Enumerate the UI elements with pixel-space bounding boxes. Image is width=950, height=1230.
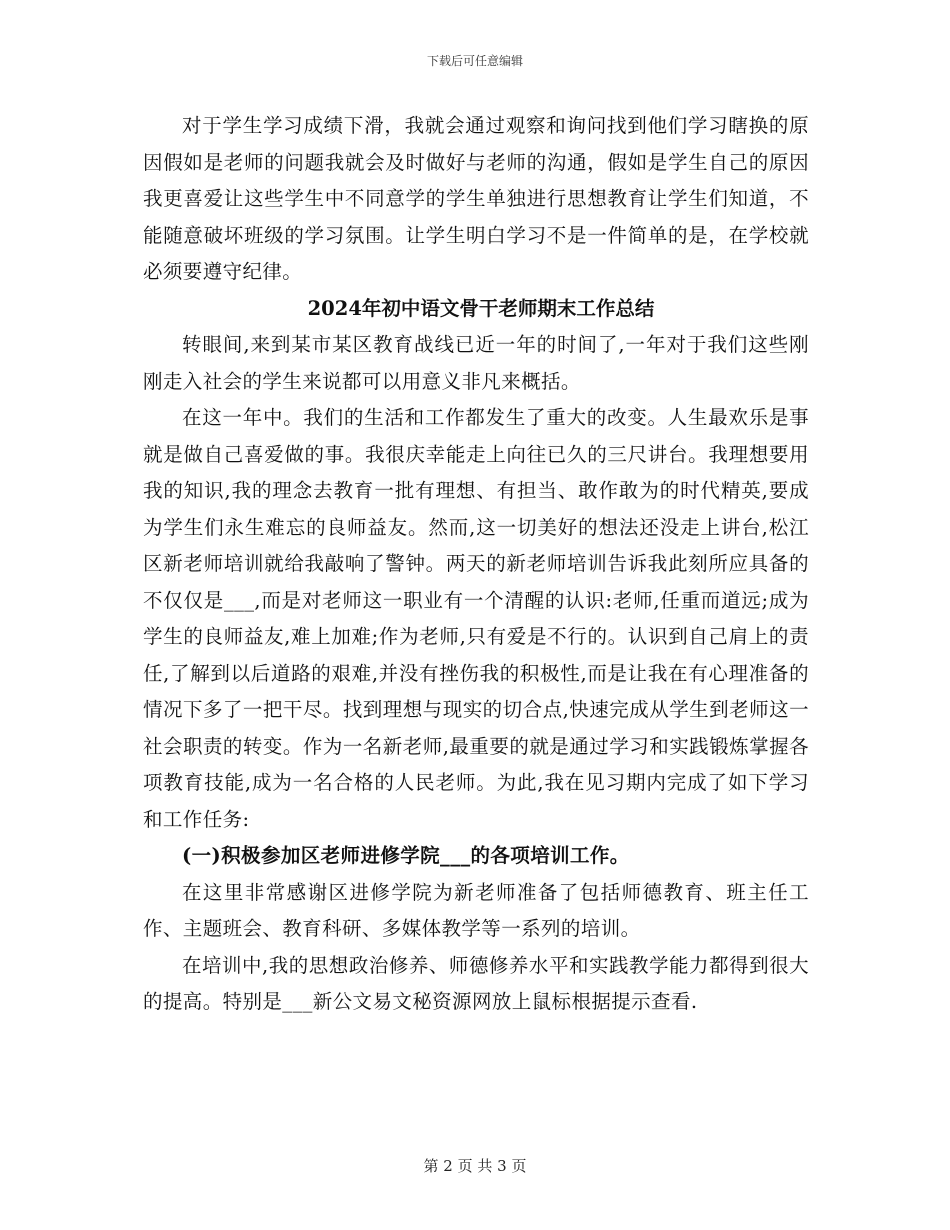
page-number: 第 2 页 共 3 页 [423,1157,527,1175]
paragraph-2: 在这一年中。我们的生活和工作都发生了重大的改变。人生最欢乐是事就是做自己喜爱做的事。我很庆幸能走上向往已久的三尺讲台。我理想要用我的知识,我的理念去教育一批有理想、有担当、敢作敢为的时代精英,要成为学生们永生难忘的良师益友。然而,这一切美好的想法还没走上讲台,松江区新老师培训就给我敲响了警钟。两天的新老师培训告诉我此刻所应具备的不仅仅是___,而是对老师这一职业有一个清醒的认识:老师,任重而道远;成为学生的良师益友,难上加难;作为老师,只有爱是不行的。认识到自己肩上的责任,了解到以后道路的艰难,并没有挫伤我的积极性,而是让我在有心理准备的情况下多了一把干尽。找到理想与现实的切合点,快速完成从学生到老师这一社会职责的转变。作为一名新老师,最重要的就是通过学习和实践锻炼掌握各项教育技能,成为一名合格的人民老师。为此,我在见习期内完成了如下学习和工作任务: [143,406,809,831]
document-title: 2024年初中语文骨干老师期末工作总结 [307,296,655,320]
document-body [143,108,809,1021]
section-heading: (一)积极参加区老师进修学院___的各项培训工作。 [182,844,630,867]
paragraph-1: 转眼间,来到某市某区教育战线已近一年的时间了,一年对于我们这些刚刚走入社会的学生来说都可以用意义非凡来概括。 [143,333,809,393]
section-paragraph-1: 在这里非常感谢区进修学院为新老师准备了包括师德教育、班主任工作、主题班会、教育科研、多媒体教学等一系列的培训。 [143,880,809,940]
page-header: 下载后可任意编辑 [426,54,523,68]
intro-paragraph: 对于学生学习成绩下滑，我就会通过观察和询问找到他们学习瞎换的原因假如是老师的问题我就会及时做好与老师的沟通，假如是学生自己的原因我更喜爱让这些学生中不同意学的学生单独进行思想教育让学生们知道，不能随意破坏班级的学习氛围。让学生明白学习不是一件简单的是，在学校就必须要遵守纪律。 [143,114,809,283]
section-paragraph-2: 在培训中,我的思想政治修养、师德修养水平和实践教学能力都得到很大的提高。特别是___新公文易文秘资源网放上鼠标根据提示查看. [143,953,809,1013]
